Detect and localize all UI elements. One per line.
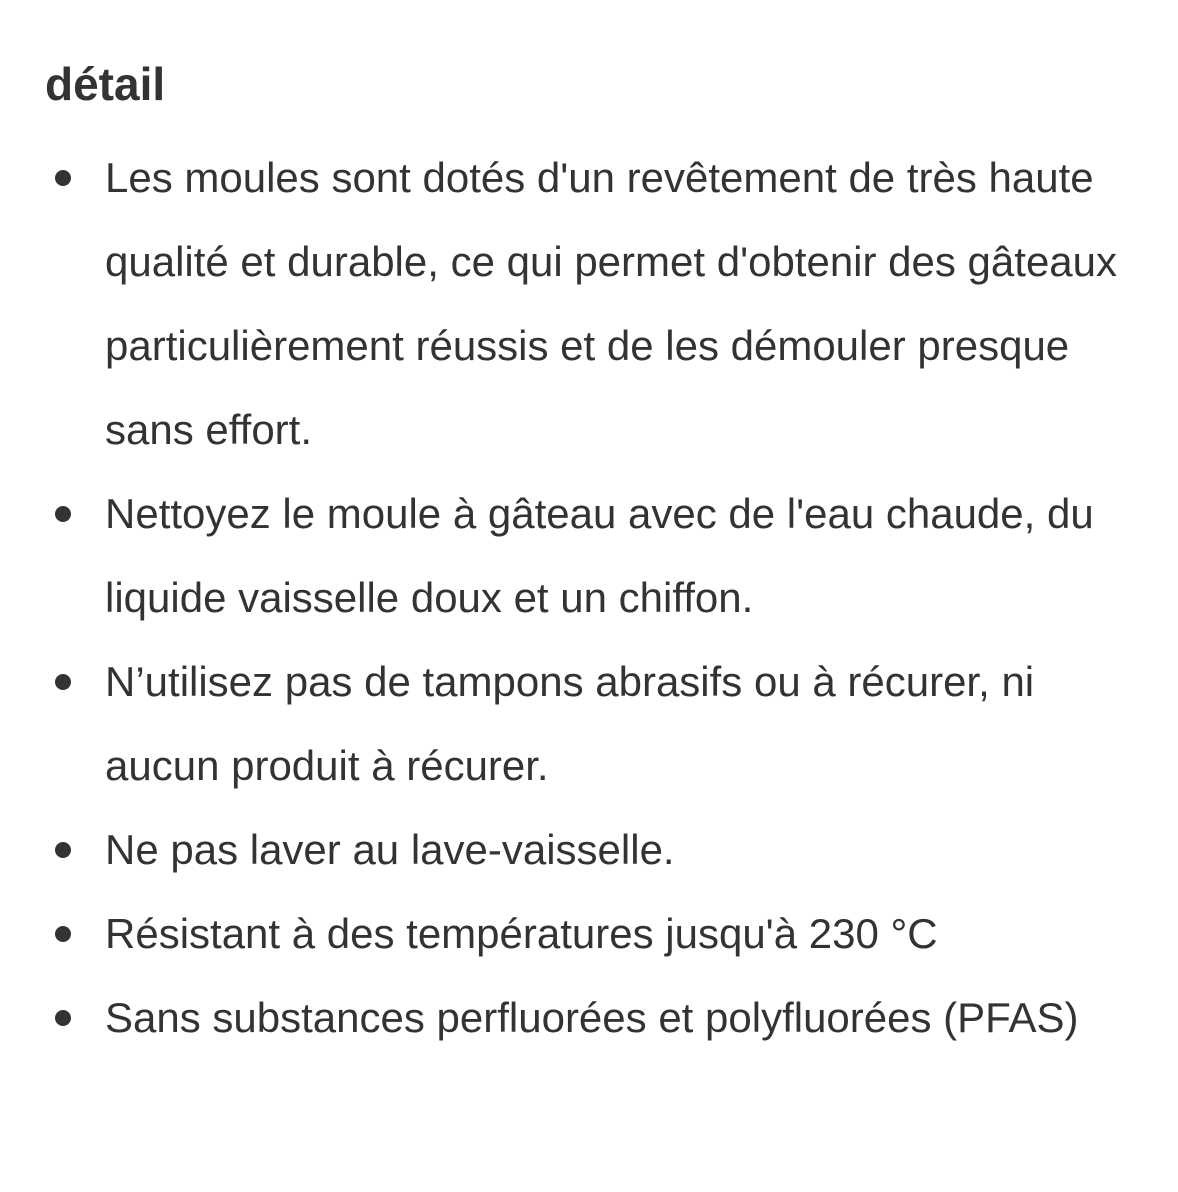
bullet-icon — [55, 170, 71, 186]
list-item — [45, 640, 1125, 808]
list-item-text: Résistant à des températures jusqu'à 230 °C — [105, 910, 938, 957]
list-item-text: Les moules sont dotés d'un revêtement de très haute qualité et durable, ce qui permet d'obtenir des gâteaux particulièrement réussis et de les démouler presque sans effort. — [105, 154, 1118, 453]
detail-list — [45, 136, 1145, 1060]
list-item — [45, 136, 1125, 472]
bullet-icon — [55, 1010, 71, 1026]
detail-section — [45, 52, 1145, 1060]
section-heading: détail — [45, 58, 166, 110]
list-item — [45, 472, 1125, 640]
list-item — [45, 892, 1125, 976]
list-item — [45, 808, 1125, 892]
bullet-icon — [55, 506, 71, 522]
bullet-icon — [55, 926, 71, 942]
list-item — [45, 976, 1125, 1060]
bullet-icon — [55, 674, 71, 690]
bullet-icon — [55, 842, 71, 858]
list-item-text: Sans substances perfluorées et polyfluorées (PFAS) — [105, 994, 1079, 1041]
list-item-text: N’utilisez pas de tampons abrasifs ou à récurer, ni aucun produit à récurer. — [105, 658, 1035, 789]
list-item-text: Ne pas laver au lave-vaisselle. — [105, 826, 675, 873]
list-item-text: Nettoyez le moule à gâteau avec de l'eau chaude, du liquide vaisselle doux et un chiffon. — [105, 490, 1094, 621]
